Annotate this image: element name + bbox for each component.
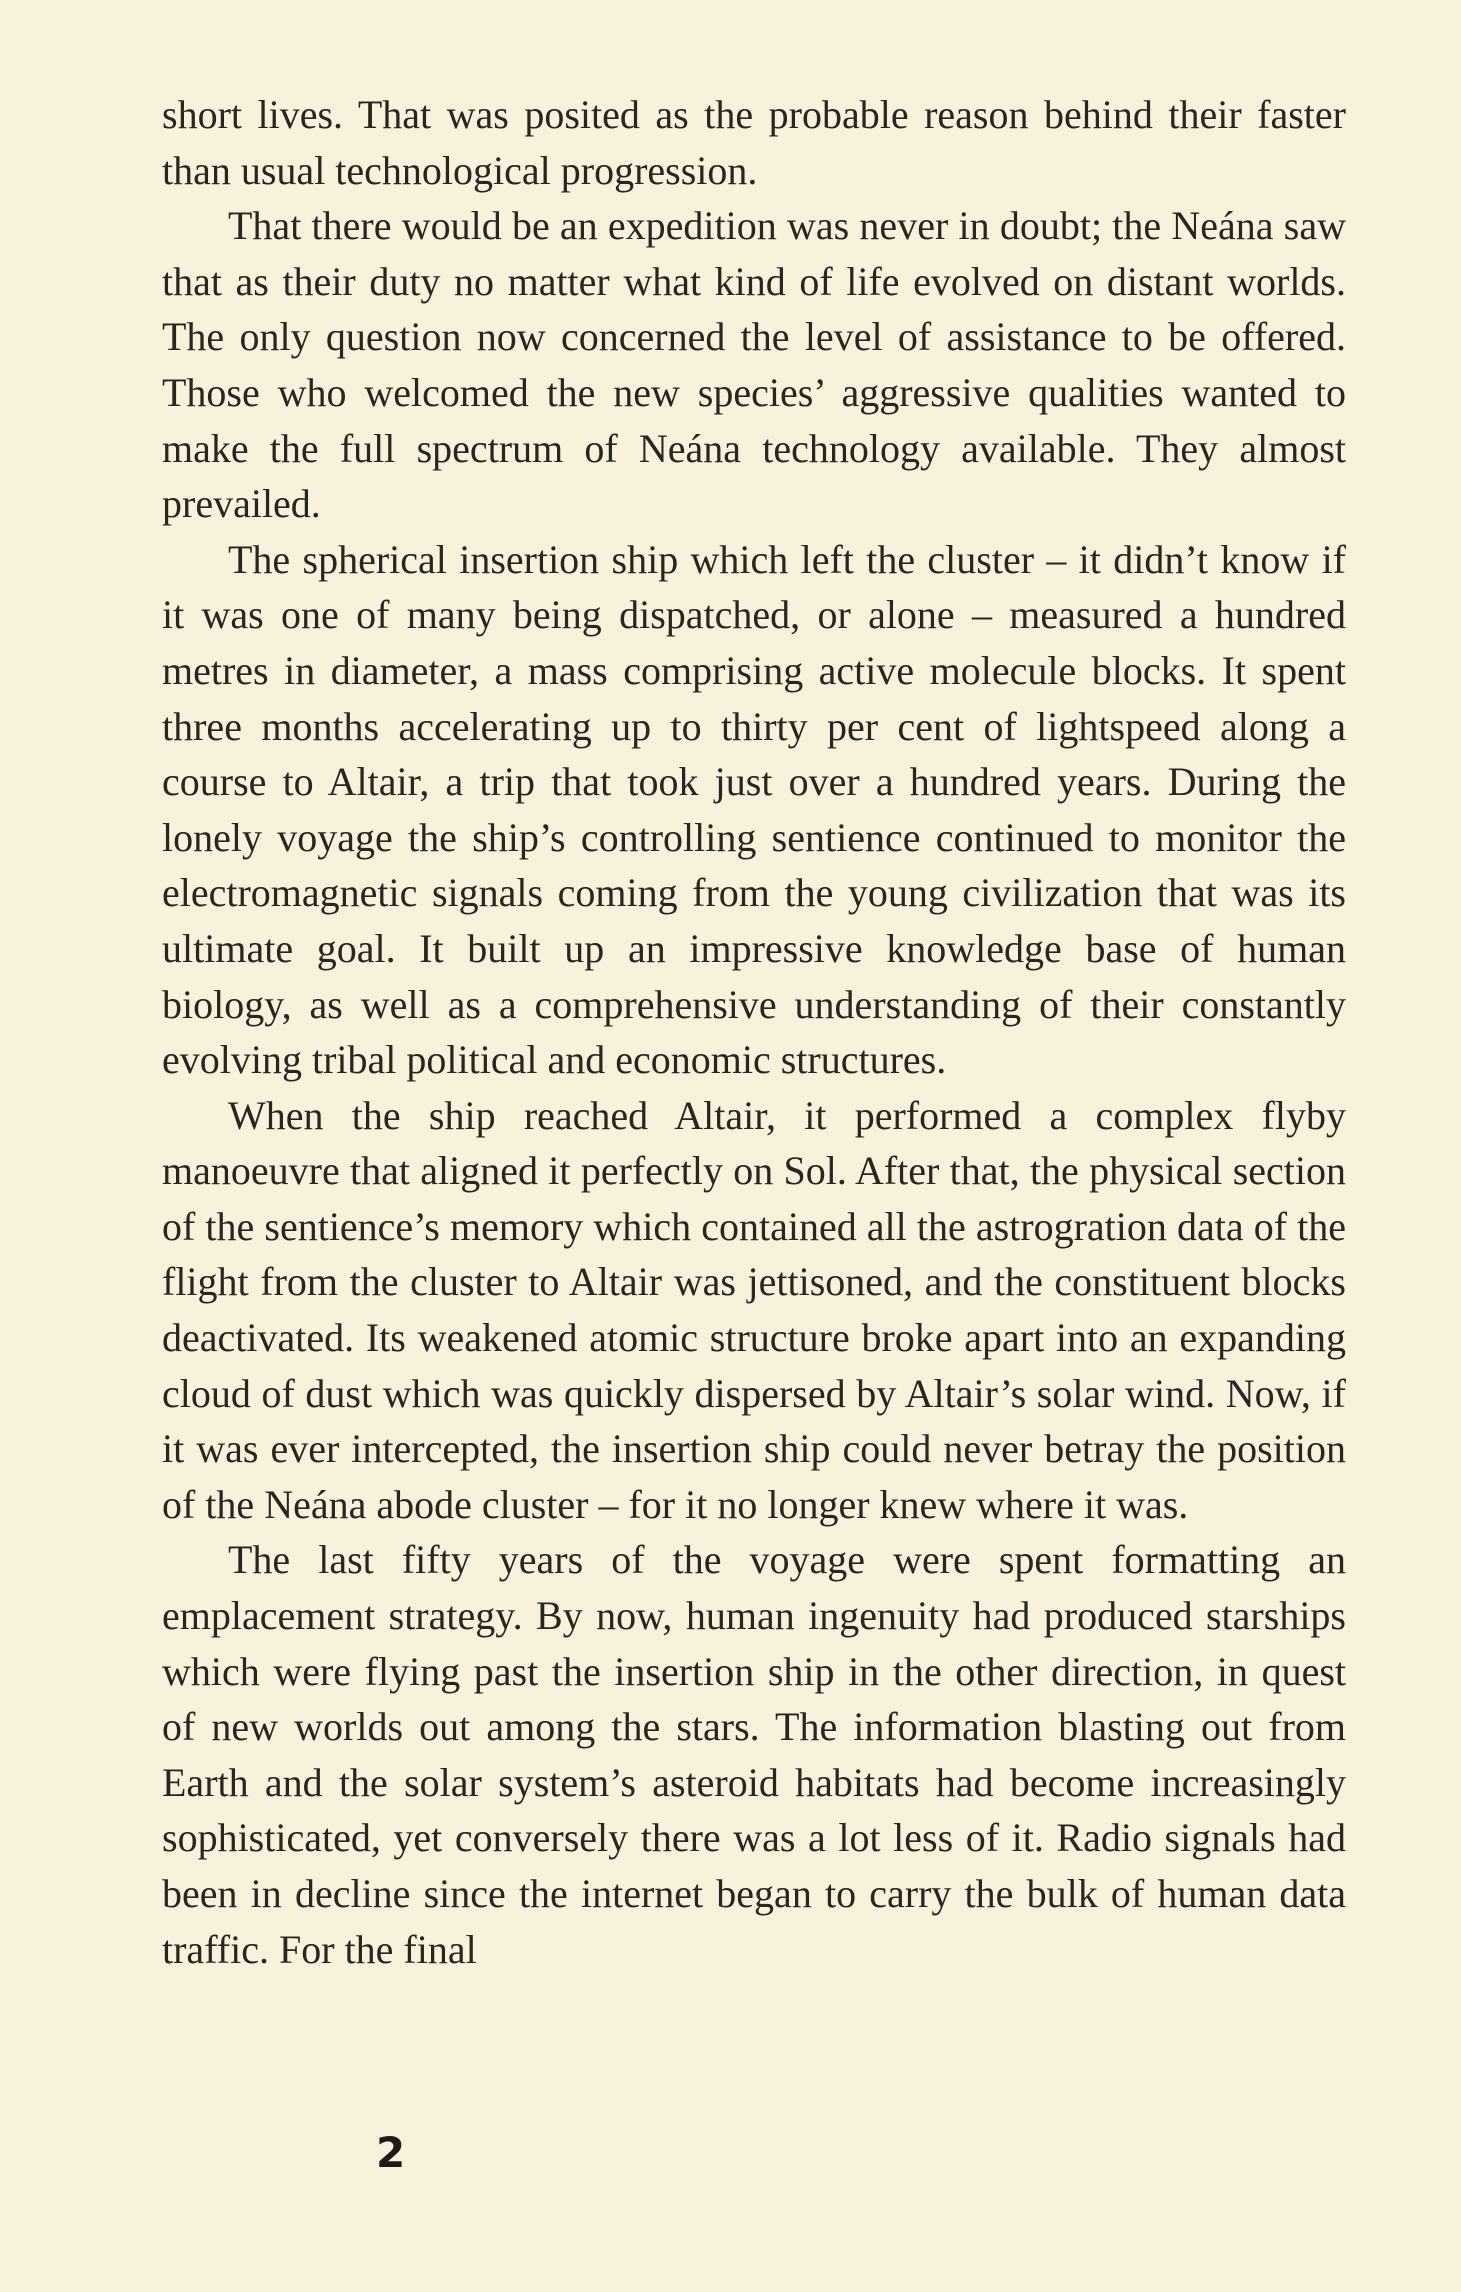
paragraph-3: The spherical insertion ship which left the cluster – it didn’t know if it was one of many being dispatched, or alone – measured a hundred metres in diameter, a mass comprising active molecule blocks. It spent three months accelerating up to thirty per cent of lightspeed along a course to Altair, a trip that took just over a hundred years. During the lonely voyage the ship’s controlling sentience continued to monitor the electromagnetic signals coming from the young civilization that was its ultimate goal. It built up an impressive knowledge base of human biology, as well as a comprehensive understanding of their constantly evolving tribal political and economic structures. [162,536,1346,1083]
body-text [162,87,1346,1977]
page-number: 2 [376,2128,406,2177]
paragraph-5: The last fifty years of the voyage were spent formatting an emplacement strategy. By now, human ingenuity had produced starships which were flying past the insertion ship in the other direction, in quest of new worlds out among the stars. The information blasting out from Earth and the solar system’s asteroid habitats had become increasingly sophisticated, yet conversely there was a lot less of it. Radio signals had been in decline since the internet began to carry the bulk of human data traffic. For the final [162,1537,1346,1972]
paragraph-1: short lives. That was posited as the probable reason behind their faster than usual technological progression. [162,92,1346,193]
paragraph-2: That there would be an expedition was never in doubt; the Neána saw that as their duty no matter what kind of life evolved on distant worlds. The only question now concerned the level of assistance to be offered. Those who welcomed the new species’ aggressive qualities wanted to make the full spectrum of Neána technology available. They almost prevailed. [162,203,1346,527]
paragraph-4: When the ship reached Altair, it performed a complex flyby manoeuvre that aligned it perfectly on Sol. After that, the physical section of the sentience’s memory which contained all the astrogration data of the flight from the cluster to Altair was jettisoned, and the constituent blocks deactivated. Its weakened atomic structure broke apart into an expanding cloud of dust which was quickly dispersed by Altair’s solar wind. Now, if it was ever intercepted, the insertion ship could never betray the position of the Neána abode cluster – for it no longer knew where it was. [162,1092,1346,1527]
